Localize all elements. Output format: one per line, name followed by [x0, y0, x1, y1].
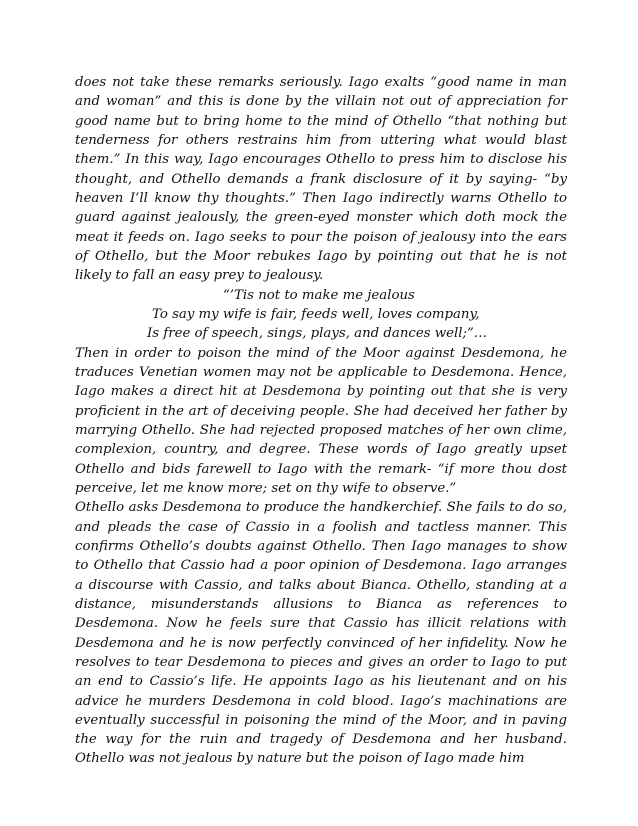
quote-line-3: Is free of speech, sings, plays, and dances well;”… — [147, 326, 488, 342]
quote-line-2: To say my wife is fair, feeds well, loves company, — [152, 306, 480, 322]
paragraph-iago-good-name: does not take these remarks seriously. Iago exalts “good name in man and woman” and this is done by the villain not out of appreciation for good name but to bring home to the mind of Othello “that nothing but tenderness for others restrains him from uttering what would blast them.” In this way, Iago encourages Othello to press him to disclose his thought, and Othello demands a frank disclosure of it by saying- “by heaven I’ll know thy thoughts.” Then Iago indirectly warns Othello to guard against jealously, the green-eyed monster which doth mock the meat it feeds on. Iago seeks to pour the poison of jealousy into the ears of Othello, but the Moor rebukes Iago by pointing out that he is not likely to fall an easy prey to jealousy. — [75, 75, 567, 284]
document-page — [75, 73, 567, 769]
block-quote — [75, 286, 567, 344]
quote-line-1: “’Tis not to make me jealous — [223, 287, 415, 303]
paragraph-venetian-women: Then in order to poison the mind of the Moor against Desdemona, he traduces Venetian women may not be applicable to Desdemona. Hence, Iago makes a direct hit at Desdemona by pointing out that she is very proficient in the art of deceiving people. She had deceived her father by marrying Othello. She had rejected proposed matches of her own clime, complexion, country, and degree. These words of Iago greatly upset Othello and bids farewell to Iago with the remark- “if more thou dost perceive, let me know more; set on thy wife to observe.” — [75, 345, 567, 496]
paragraph-handkerchief: Othello asks Desdemona to produce the handkerchief. She fails to do so, and pleads the case of Cassio in a foolish and tactless manner. This confirms Othello’s doubts against Othello. Then Iago manages to show to Othello that Cassio had a poor opinion of Desdemona. Iago arranges a discourse with Cassio, and talks about Bianca. Othello, standing at a distance, misunderstands allusions to Bianca as references to Desdemona. Now he feels sure that Cassio has illicit relations with Desdemona and he is now perfectly convinced of her infidelity. Now he resolves to tear Desdemona to pieces and gives an order to Iago to put an end to Cassio’s life. He appoints Iago as his lieutenant and on his advice he murders Desdemona in cold blood. Iago’s machinations are eventually successful in poisoning the mind of the Moor, and in paving the way for the ruin and tragedy of Desdemona and her husband. Othello was not jealous by nature but the poison of Iago made him — [75, 500, 567, 767]
